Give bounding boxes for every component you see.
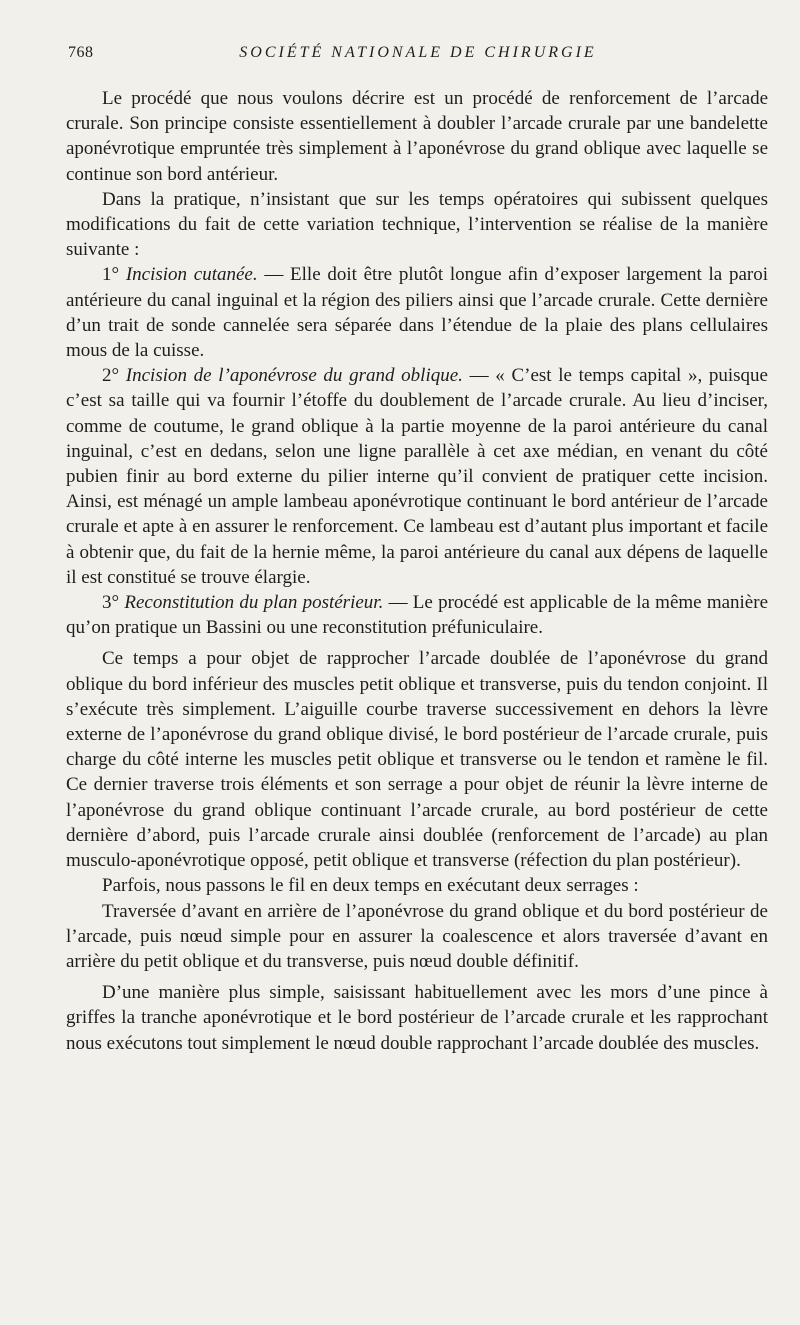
step-number: 2° bbox=[102, 365, 120, 387]
paragraph-text: Le procédé que nous voulons décrire est un procédé de renforcement de l’arcade crurale. Son principe consiste essentiellement à doubler l’arcade crurale par une bandelette aponévrotique empruntée très simplement à l’aponévrose du grand oblique avec laquelle se continue son bord antérieur. bbox=[66, 88, 768, 185]
running-title: SOCIÉTÉ NATIONALE DE CHIRURGIE bbox=[239, 44, 597, 61]
step-number: 3° bbox=[102, 592, 120, 614]
page-header bbox=[68, 44, 768, 70]
step-number: 1° bbox=[102, 264, 120, 286]
paragraph-text: — Le procédé est applicable de la même manière qu’on pratique un Bassini ou une reconstitution préfuniculaire. bbox=[66, 592, 769, 639]
paragraph-simple bbox=[66, 980, 768, 1056]
paragraph-text: Traversée d’avant en arrière de l’aponévrose du grand oblique et du bord postérieur de l’arcade, puis nœud simple pour en assurer la coalescence et alors traversée d’avant en arrière du petit oblique et du transverse, puis nœud double définitif. bbox=[66, 900, 768, 972]
paragraph-intro bbox=[66, 86, 768, 187]
step-title: Incision de l’aponévrose du grand oblique. bbox=[125, 365, 463, 387]
step-title: Incision cutanée. bbox=[125, 264, 258, 286]
paragraph-text: — Elle doit être plutôt longue afin d’exposer largement la paroi antérieure du canal inguinal et la région des piliers ainsi que l’arcade crurale. Cette dernière d’un trait de sonde cannelée sera séparée dans l’étendue de la plaie des plans cellulaires mous de la cuisse. bbox=[66, 264, 768, 362]
paragraph-traversee bbox=[66, 899, 768, 975]
paragraph-text: Parfois, nous passons le fil en deux temps en exécutant deux serrages : bbox=[102, 875, 639, 897]
page-number: 768 bbox=[68, 44, 94, 61]
body-text bbox=[66, 86, 768, 1056]
paragraph-text: Ce temps a pour objet de rapprocher l’arcade doublée de l’aponévrose du grand oblique du bord inférieur des muscles petit oblique et transverse, puis du tendon conjoint. Il s’exécute très simplement. L’aiguille courbe traverse successivement en dehors la lèvre externe de l’aponévrose du grand oblique divisé, le bord postérieur de l’arcade crurale, puis charge du côté interne les muscles petit oblique et transverse ou le tendon et ramène le fil. Ce dernier traverse trois éléments et son serrage a pour objet de réunir la lèvre interne de l’aponévrose du grand oblique continuant l’arcade crurale, au bord postérieur de cette dernière d’abord, puis l’arcade crurale ainsi doublée (renforcement de l’arcade) au plan musculo-aponévrotique opposé, petit oblique et transverse (réfection du plan postérieur). bbox=[66, 648, 768, 872]
paragraph-step-3 bbox=[66, 590, 768, 640]
paragraph-text: Dans la pratique, n’insistant que sur les temps opératoires qui subissent quelques modifications du fait de cette variation technique, l’intervention se réalise de la manière suivante : bbox=[66, 188, 768, 261]
paragraph-parfois bbox=[66, 873, 768, 898]
paragraph-temps bbox=[66, 646, 768, 873]
step-title: Reconstitution du plan postérieur. bbox=[124, 592, 384, 614]
paragraph-text: D’une manière plus simple, saisissant habituellement avec les mors d’une pince à griffes la tranche aponévrotique et le bord postérieur de l’arcade crurale et les rapprochant nous exécutons tout simplement le nœud double rapprochant l’arcade doublée des muscles. bbox=[66, 982, 768, 1054]
paragraph-step-1 bbox=[66, 262, 768, 363]
paragraph-text: — « C’est le temps capital », puisque c’est sa taille qui va fournir l’étoffe du doublement de l’arcade crurale. Au lieu d’inciser, comme de coutume, le grand oblique à la partie moyenne de la paroi antérieure du canal inguinal, c’est en dedans, selon une ligne parallèle à cet axe médian, en venant du côté pubien finir au bord externe du pilier interne qu’il convient de pratiquer cette incision. Ainsi, est ménagé un ample lambeau aponévrotique continuant le bord antérieur de l’arcade crurale et apte à en assurer le renforcement. Ce lambeau est d’autant plus important et facile à obtenir que, du fait de la hernie même, la paroi antérieure du canal aux dépens de laquelle il est constitué se trouve élargie. bbox=[66, 365, 768, 588]
paragraph-pratique bbox=[66, 187, 768, 263]
paragraph-step-2 bbox=[66, 363, 768, 590]
